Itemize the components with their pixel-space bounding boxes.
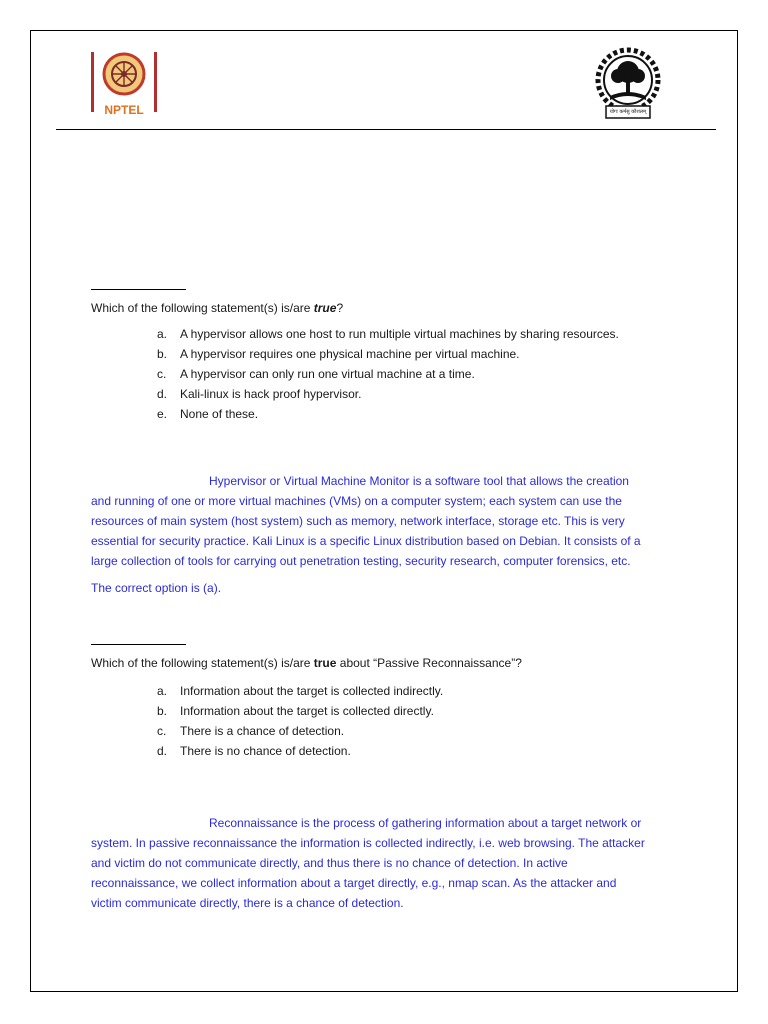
option-d: d. Kali-linux is hack proof hypervisor. [157, 387, 362, 401]
question-1-options [150, 324, 619, 424]
option-c: c. There is a chance of detection. [157, 724, 345, 738]
nptel-logo-icon [88, 48, 160, 120]
question-2-rule [91, 644, 186, 645]
option-c: c. A hypervisor can only run one virtual machine at a time. [157, 367, 475, 381]
option-a: a. A hypervisor allows one host to run multiple virtual machines by sharing resources. [157, 327, 619, 341]
option-e: e. None of these. [157, 407, 259, 421]
question-2-text: Which of the following statement(s) is/are true about “Passive Reconnaissance”? [91, 656, 522, 670]
question-1-text: Which of the following statement(s) is/are true? [91, 301, 344, 315]
svg-text:NPTEL: NPTEL [104, 103, 144, 117]
option-d: d. There is no chance of detection. [157, 744, 351, 758]
option-a: a. Information about the target is collected indirectly. [157, 684, 444, 698]
question-1-rule [91, 289, 186, 290]
question-1-correct-option: The correct option is (a). [91, 581, 222, 595]
emblem-motto: योगः कर्मसु कौशलम् [609, 109, 647, 115]
question-2-explanation: Reconnaissance is the process of gathering information about a target network or system. In passive reconnaissance the information is collected indirectly, i.e. web browsing. The attacker and victim do not communicate directly, and thus there is no chance of detection. In active reconnaissance, we collect information about a target directly, e.g., nmap scan. As the attacker and victim communicate directly, there is a chance of detection. [91, 816, 645, 910]
question-1-explanation: Hypervisor or Virtual Machine Monitor is a software tool that allows the creation and running of one or more virtual machines (VMs) on a computer system; each system can use the resources of main system (host system) such as memory, network interface, storage etc. This is very essential for security practice. Kali Linux is a specific Linux distribution based on Debian. It consists of a large collection of tools for carrying out penetration testing, security research, computer forensics, etc. [91, 474, 641, 568]
option-b: b. A hypervisor requires one physical machine per virtual machine. [157, 347, 520, 361]
option-b: b. Information about the target is collected directly. [157, 704, 434, 718]
header-rule [56, 129, 716, 130]
question-2-options [150, 681, 443, 761]
